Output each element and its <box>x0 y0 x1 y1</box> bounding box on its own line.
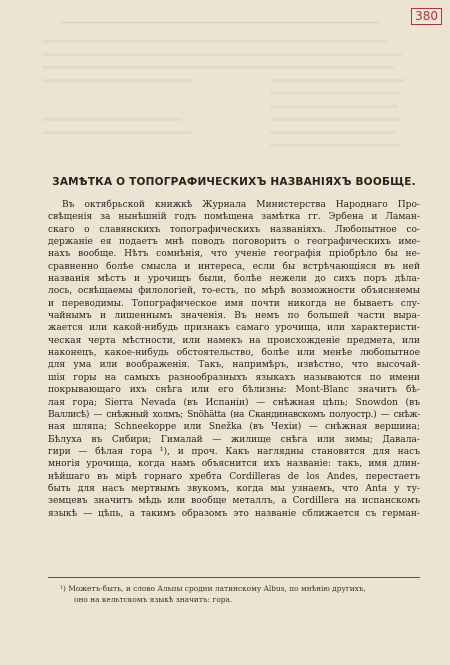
paragraph-line: свѣщенія за нынѣшній годъ помѣщена замѣтка гг. Эрбена и Ламан- <box>48 212 420 223</box>
paragraph-line: нахъ вообще. Нѣтъ сомнѣнія, что ученіе географія пріобрѣло бы не- <box>48 249 420 260</box>
footnotes <box>60 583 420 605</box>
article-body <box>48 176 420 520</box>
paragraph-line: названія мѣстъ и урочищъ были, болѣе нежели до сихъ поръ дѣла- <box>48 274 420 285</box>
paragraph-line: лось, освѣщаемы филологіей, то-есть, по мѣрѣ возможности объясняемы <box>48 286 420 297</box>
paragraph-line: земцевъ значитъ мѣдь или вообще металлъ, а Cordillera на испанскомъ <box>48 496 420 507</box>
paragraph-line: ная шляпа; Schneekoppe или Snežka (въ Чехіи) — снѣжная вершина; <box>48 422 420 433</box>
paragraph-line: многія урочища, когда намъ объяснится ихъ названіе: такъ, имя длин- <box>48 459 420 470</box>
paragraph-line: и переводимы. Топографическое имя почти никогда не бываетъ слу- <box>48 298 420 309</box>
paragraph-line: шія горы на самыхъ разнообразныхъ языкахъ называются по имени <box>48 372 420 383</box>
footnote-line: ¹) Можетъ-быть, и слово Альпы сродни латинскому Albus, по мнѣнію другихъ, <box>60 584 366 593</box>
archive-page-number: 380 <box>411 8 442 25</box>
paragraph-line: лая гора; Sierra Nevada (въ Испаніи) — снѣжная цѣпь; Snowdon (въ <box>48 397 420 408</box>
paragraph-line: для ума или воображенія. Такъ, напримѣръ, извѣстно, что высочай- <box>48 360 420 371</box>
article-paragraph <box>48 199 420 520</box>
paragraph-line: Бѣлуха въ Сибири; Гималай — жилище снѣга или зимы; Давала- <box>48 434 420 445</box>
article-title: ЗАМѢТКА О ТОПОГРАФИЧЕСКИХЪ НАЗВАНІЯХЪ ВООБЩЕ. <box>52 176 416 188</box>
paragraph-line: быть для насъ мертвымъ звукомъ, когда мы узнаемъ, что Anta у ту- <box>48 483 420 494</box>
paragraph-line: языкѣ — цѣпь, а такимъ образомъ это названіе сближается съ герман- <box>48 508 420 519</box>
paragraph-line: ческая черта мѣстности, или намекъ на происхожденіе предмета, или <box>48 335 420 346</box>
paragraph-line: Валлисѣ) — снѣжный холмъ; Snöhätta (на Скандинавскомъ полуостр.) — снѣж- <box>48 409 420 420</box>
paragraph-line: нѣйшаго въ мірѣ горнаго хребта Cordilleras de los Andes, перестаетъ <box>48 471 420 482</box>
bleed-through-text <box>0 0 450 165</box>
paragraph-line: жается или какой-нибудь признакъ самаго урочища, или характеристи- <box>48 323 420 334</box>
paragraph-line: Въ октябрьской книжкѣ Журнала Министерства Народнаго Про- <box>62 200 420 210</box>
paragraph-line: чайнымъ и лишеннымъ значенія. Въ немъ по большей части выра- <box>48 311 420 322</box>
paragraph-line: покрывающаго ихъ снѣга или его бѣлизны: Mont-Blanc значитъ бѣ- <box>48 385 420 396</box>
paragraph-line: скаго о славянскихъ топографическихъ названіяхъ. Любопытное со- <box>48 224 420 235</box>
paragraph-line: наконецъ, какое-нибудь обстоятельство, болѣе или менѣе любопытное <box>48 348 420 359</box>
paragraph-line: держаніе ея подаетъ мнѣ поводъ поговорить о географическихъ име- <box>48 237 420 248</box>
footnote-divider <box>48 577 420 578</box>
paragraph-line: сравненно болѣе смысла и интереса, если бы встрѣчающіяся въ ней <box>48 261 420 272</box>
footnote-line: оно на кельтскомъ языкѣ значитъ: гора. <box>74 595 233 604</box>
paragraph-line: гири — бѣлая гора ¹), и проч. Какъ наглядны становятся для насъ <box>48 446 420 457</box>
